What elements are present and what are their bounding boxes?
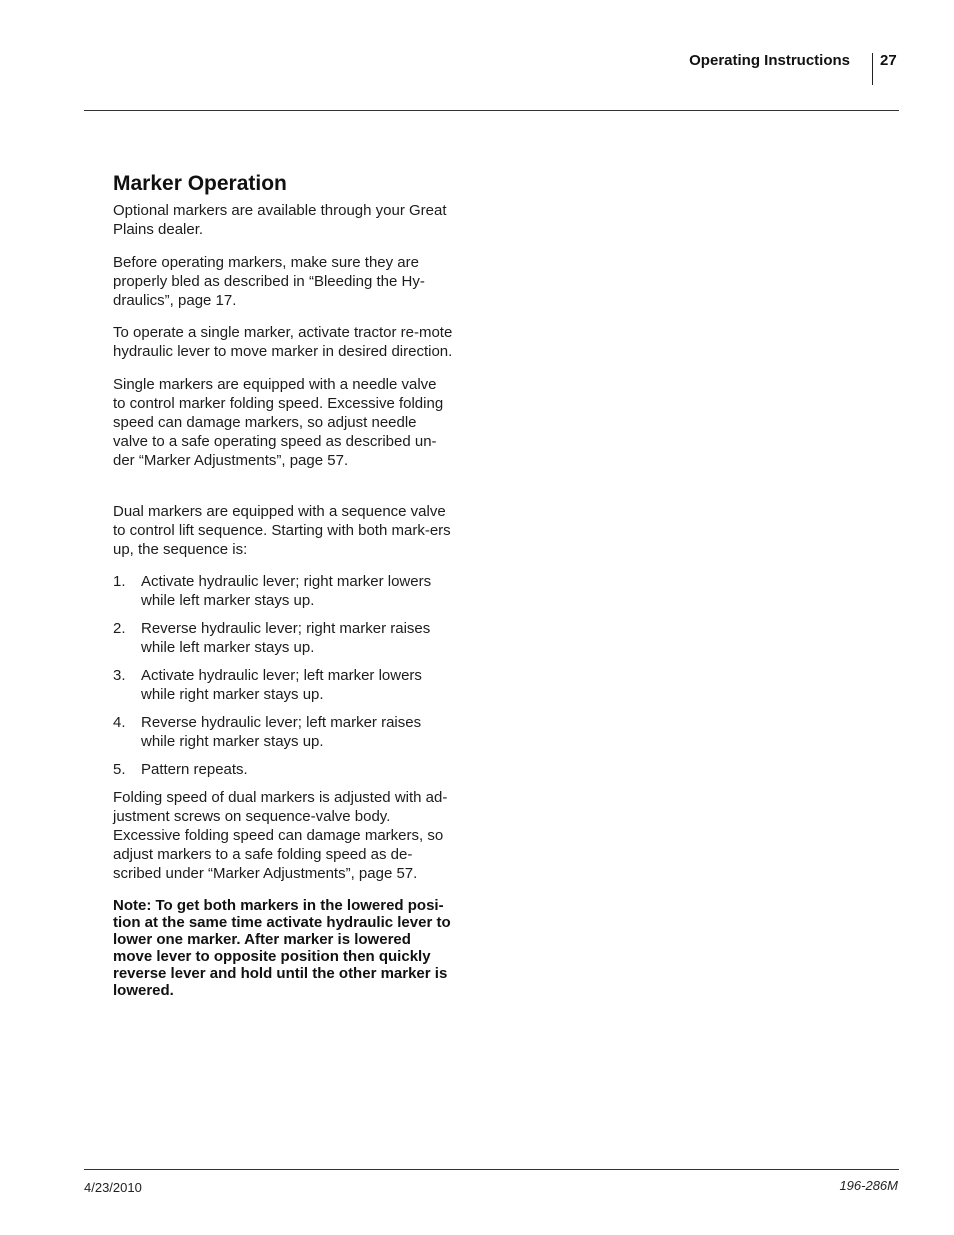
list-item: [113, 572, 453, 610]
main-column: [113, 170, 453, 1012]
list-item-number: 5.: [113, 761, 126, 778]
list-item-number: 4.: [113, 714, 126, 731]
section-title: Marker Operation: [113, 172, 287, 195]
list-item-text: Activate hydraulic lever; left marker lowers while right marker stays up.: [141, 667, 422, 703]
paragraph-needle-valve: Single markers are equipped with a needle valve to control marker folding speed. Excessive folding speed can damage markers, so adjust needle valve to a safe operating speed as described un-der “Marker Adjustments”, page 57.: [113, 375, 444, 469]
header-divider: [872, 53, 873, 85]
footer-rule: [84, 1169, 899, 1170]
header-rule: [84, 110, 899, 111]
paragraph-bleeding: Before operating markers, make sure they are properly bled as described in “Bleeding the Hy-draulics”, page 17.: [113, 253, 425, 309]
list-item: [113, 760, 453, 779]
footer-date: 4/23/2010: [84, 1180, 142, 1195]
list-item-text: Pattern repeats.: [141, 761, 248, 778]
list-item-number: 2.: [113, 620, 126, 637]
note-callout: Note: To get both markers in the lowered posi-tion at the same time activate hydraulic lever to lower one marker. After marker is lowered move lever to opposite position then quickly reverse lever and hold until the other marker is lowered.: [113, 896, 451, 999]
running-header-section: Operating Instructions: [689, 52, 850, 69]
paragraph-folding-speed: Folding speed of dual markers is adjusted with ad-justment screws on sequence-valve body. Excessive folding speed can damage markers, so adjust markers to a safe folding speed as de-scribed under “Marker Adjustments”, page 57.: [113, 789, 448, 882]
footer-document-number: 196-286M: [839, 1178, 898, 1193]
list-item: [113, 619, 453, 657]
paragraph-single-marker: To operate a single marker, activate tractor re-mote hydraulic lever to move marker in desired direction.: [113, 324, 453, 360]
list-item-text: Reverse hydraulic lever; left marker raises while right marker stays up.: [141, 714, 422, 750]
sequence-list: [113, 572, 453, 779]
paragraph-dual-markers: Dual markers are equipped with a sequence valve to control lift sequence. Starting with both mark-ers up, the sequence is:: [113, 502, 451, 558]
list-item: [113, 713, 453, 751]
list-item-number: 1.: [113, 573, 126, 590]
list-item-text: Reverse hydraulic lever; right marker raises while left marker stays up.: [141, 620, 431, 656]
list-item-number: 3.: [113, 667, 126, 684]
paragraph-availability: Optional markers are available through your Great Plains dealer.: [113, 202, 447, 238]
list-item: [113, 666, 453, 704]
list-item-text: Activate hydraulic lever; right marker lowers while left marker stays up.: [141, 573, 432, 609]
page-number: 27: [880, 52, 897, 69]
